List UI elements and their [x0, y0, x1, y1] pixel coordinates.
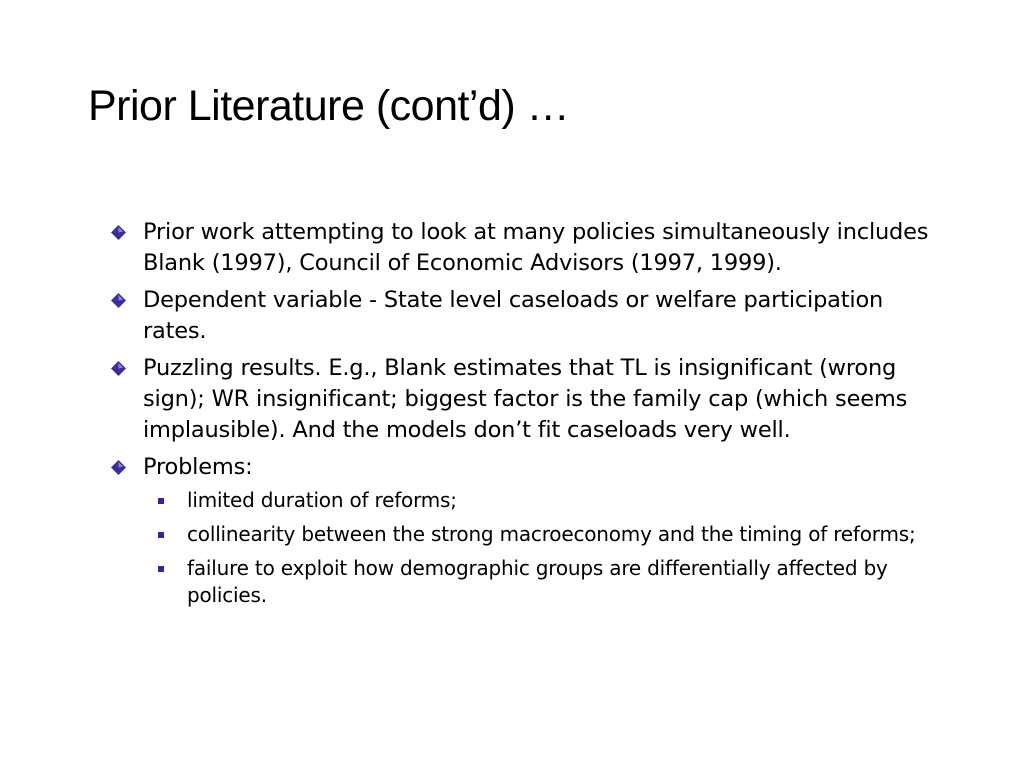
- sub-bullet-text: limited duration of reforms;: [187, 488, 457, 512]
- diamond-bullet-icon: [111, 361, 126, 376]
- sub-bullet-item: [143, 521, 938, 548]
- sub-bullet-list: [143, 487, 938, 609]
- sub-bullet-item: [143, 487, 938, 514]
- diamond-bullet-icon: [111, 225, 126, 240]
- slide-title: Prior Literature (cont’d) …: [88, 82, 570, 130]
- square-bullet-icon: [158, 498, 164, 504]
- bullet-text: Problems:: [143, 454, 253, 480]
- diamond-bullet-icon: [111, 460, 126, 475]
- sub-bullet-text: collinearity between the strong macroeconomy and the timing of reforms;: [187, 522, 916, 546]
- bullet-item: [108, 353, 938, 446]
- square-bullet-icon: [158, 566, 164, 572]
- bullet-text: Prior work attempting to look at many policies simultaneously includes Blank (1997), Council of Economic Advisors (1997, 1999).: [143, 219, 929, 276]
- bullet-item: [108, 285, 938, 347]
- bullet-list: [108, 217, 938, 616]
- sub-bullet-text: failure to exploit how demographic groups are differentially affected by policies.: [187, 556, 888, 607]
- bullet-text: Dependent variable - State level caseloads or welfare participation rates.: [143, 287, 884, 344]
- diamond-bullet-icon: [111, 293, 126, 308]
- square-bullet-icon: [158, 532, 164, 538]
- sub-bullet-item: [143, 555, 938, 609]
- bullet-item: [108, 452, 938, 609]
- bullet-item: [108, 217, 938, 279]
- bullet-text: Puzzling results. E.g., Blank estimates that TL is insignificant (wrong sign); WR insignificant; biggest factor is the family cap (which seems implausible). And the models don’t fit caseloads very well.: [143, 355, 908, 443]
